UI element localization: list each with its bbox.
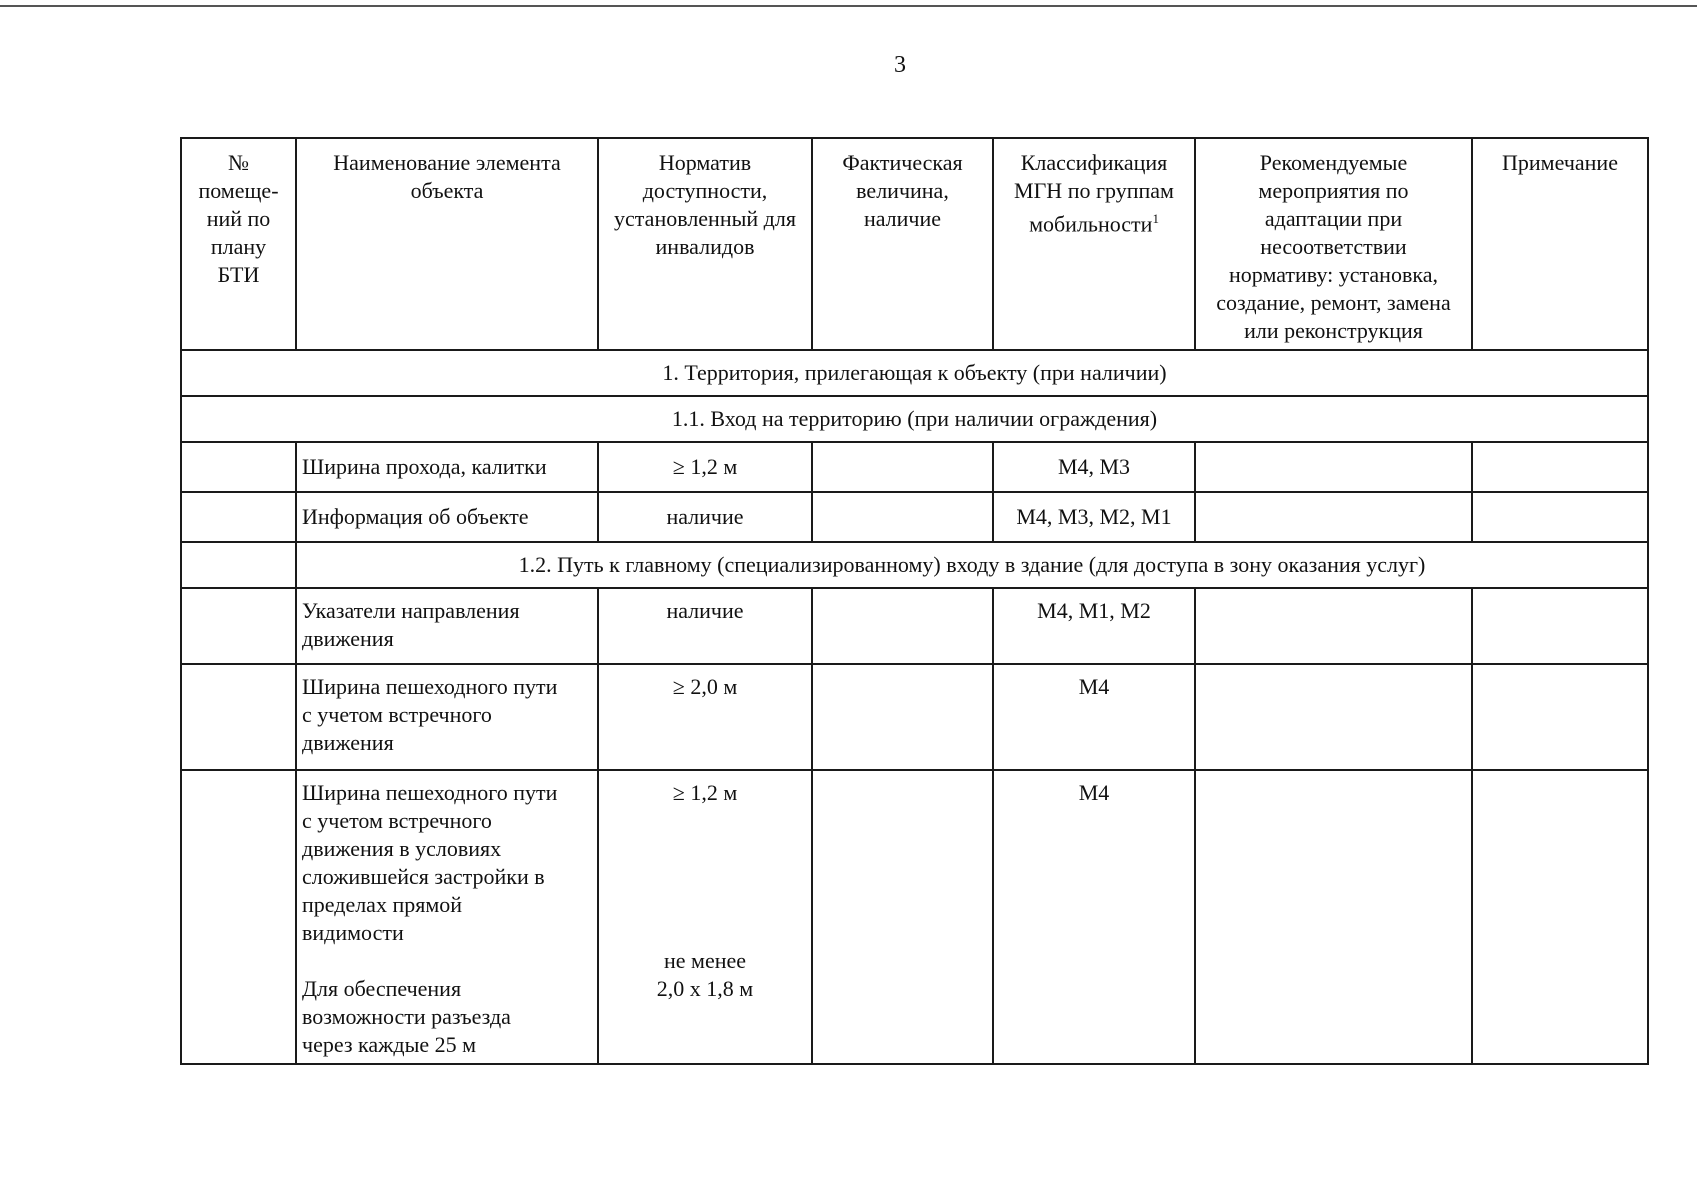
cell-room	[181, 588, 296, 664]
cell-measures	[1195, 770, 1472, 1064]
cell-note	[1472, 770, 1648, 1064]
cell-mgn: М4	[993, 770, 1195, 1064]
accessibility-table	[180, 137, 1649, 1065]
cell-note	[1472, 442, 1648, 492]
section-1-2-title: 1.2. Путь к главному (специализированному) входу в здание (для доступа в зону оказания услуг)	[296, 542, 1648, 588]
cell-name	[296, 770, 598, 1064]
section-1-title: 1. Территория, прилегающая к объекту (при наличии)	[181, 350, 1648, 396]
cell-room	[181, 442, 296, 492]
page-number: 3	[894, 52, 906, 78]
cell-norm: ≥ 2,0 м	[598, 664, 812, 770]
cell-actual	[812, 442, 993, 492]
cell-actual	[812, 492, 993, 542]
cell-name: Указатели направления движения	[296, 588, 598, 664]
cell-measures	[1195, 588, 1472, 664]
table-row	[181, 664, 1648, 770]
section-1-1-title: 1.1. Вход на территорию (при наличии ограждения)	[181, 396, 1648, 442]
cell-room	[181, 492, 296, 542]
cell-norm-extra: не менее 2,0 х 1,8 м	[656, 948, 754, 1001]
cell-note	[1472, 664, 1648, 770]
cell-name: Ширина пешеходного пути с учетом встречного движения	[296, 664, 598, 770]
cell-mgn: М4, М1, М2	[993, 588, 1195, 664]
header-row	[181, 138, 1648, 350]
table-row	[181, 588, 1648, 664]
cell-actual	[812, 770, 993, 1064]
section-row	[181, 350, 1648, 396]
cell-mgn: М4, М3	[993, 442, 1195, 492]
cell-name-main: Ширина пешеходного пути с учетом встречного движения в условиях сложившейся застройки в пределах прямой видимости	[302, 780, 558, 945]
header-norm: Норматив доступности, установленный для инвалидов	[598, 138, 812, 350]
cell-room	[181, 542, 296, 588]
cell-norm-main: ≥ 1,2 м	[672, 780, 738, 805]
header-measures: Рекомендуемые мероприятия по адаптации при несоответствии нормативу: установка, создание, ремонт, замена или реконструкция	[1195, 138, 1472, 350]
cell-name: Информация об объекте	[296, 492, 598, 542]
cell-norm	[598, 770, 812, 1064]
cell-room	[181, 770, 296, 1064]
cell-norm: наличие	[598, 588, 812, 664]
cell-mgn: М4	[993, 664, 1195, 770]
header-mgn-classification	[993, 138, 1195, 350]
cell-mgn: М4, М3, М2, М1	[993, 492, 1195, 542]
cell-note	[1472, 492, 1648, 542]
cell-actual	[812, 664, 993, 770]
cell-name: Ширина прохода, калитки	[296, 442, 598, 492]
header-actual-value: Фактическая величина, наличие	[812, 138, 993, 350]
cell-actual	[812, 588, 993, 664]
header-note: Примечание	[1472, 138, 1648, 350]
cell-measures	[1195, 664, 1472, 770]
cell-room	[181, 664, 296, 770]
section-row	[181, 542, 1648, 588]
section-row	[181, 396, 1648, 442]
table-row	[181, 492, 1648, 542]
table-row	[181, 770, 1648, 1064]
cell-norm: наличие	[598, 492, 812, 542]
header-mgn-footnote: 1	[1152, 211, 1159, 226]
cell-measures	[1195, 492, 1472, 542]
cell-note	[1472, 588, 1648, 664]
table-row	[181, 442, 1648, 492]
cell-name-extra: Для обеспечения возможности разъезда через каждые 25 м	[302, 976, 511, 1057]
header-room-number: № помеще- ний по плану БТИ	[181, 138, 296, 350]
cell-measures	[1195, 442, 1472, 492]
cell-norm: ≥ 1,2 м	[598, 442, 812, 492]
top-rule	[0, 5, 1697, 7]
header-element-name: Наименование элемента объекта	[296, 138, 598, 350]
header-mgn-text: Классификация МГН по группам мобильности	[1014, 150, 1174, 237]
